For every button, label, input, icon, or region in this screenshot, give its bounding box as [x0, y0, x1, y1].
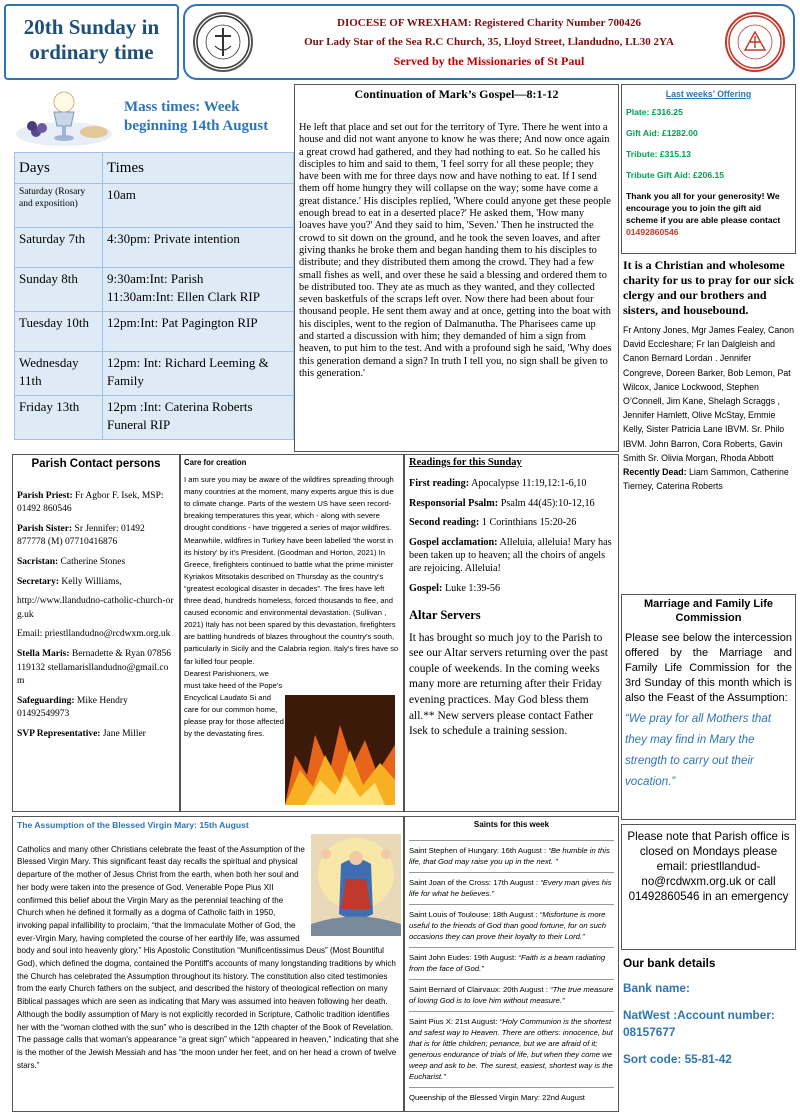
time-cell: 10am [103, 184, 294, 228]
page-title-text: 20th Sunday in ordinary time [23, 15, 160, 64]
offering-tribute: Tribute: £315.13 [626, 149, 691, 159]
altar-servers-title: Altar Servers [409, 608, 481, 623]
assumption-painting-image [311, 834, 401, 936]
responsorial-psalm: Responsorial Psalm: Psalm 44(45):10-12,16 [409, 497, 595, 509]
mass-times-table [14, 152, 294, 440]
table-row [15, 228, 294, 268]
list-item: Saint Joan of the Cross: 17th August : “Every man gives his life for what he believes.” [409, 872, 614, 904]
bank-sort-code: Sort code: 55-81-42 [623, 1052, 732, 1066]
sick-names: Fr Antony Jones, Mgr James Fealey, Canon David Eccleshare; Fr Ian Dalgleish and Canon Bernard Lordan . Jennifer Congreve, Doreen Barker, Bob Lemon, Pat Wilcox, Janice Lockwood, Stephen O’Connell, Jim Kane, Shelagh Scraggs , Jennifer Hamlett, Olive McStay, Emmie Kelly, Sister Patricia Lane IBVM. Sr. Philo IBVM. John Barron, Cora Roberts, Gavin Smith Sr. Olivia Morgan, Rhoda Abbott [623, 325, 794, 463]
list-item: Saint John Eudes: 19th August: “Faith is a beam radiating from the face of God.” [409, 947, 614, 979]
bank-title: Our bank details [623, 956, 716, 970]
prayer-names [623, 323, 794, 493]
day-cell: Wednesday 11th [15, 352, 103, 396]
served-by-line: Served by the Missionaries of St Paul [393, 54, 585, 68]
prayer-heading: It is a Christian and wholesome charity for us to pray for our sick clergy and our brothers and sisters, and housebound. [623, 258, 794, 317]
list-item: Saint Louis of Toulouse: 18th August : “Misfortune is more useful to the friends of God than good fortune, for on such occasions they can prove their loyalty to their Lord.” [409, 904, 614, 947]
table-row [15, 312, 294, 352]
list-item: Saint Stephen of Hungary: 16th August : “Be humble in this life, that God may raise you up in the next. ” [409, 840, 614, 872]
offering-gift-aid: Gift Aid: £1282.00 [626, 128, 698, 138]
mass-times-section [4, 84, 294, 452]
day-cell: Saturday (Rosary and exposition) [15, 184, 103, 228]
contact-svp: SVP Representative: Jane Miller [17, 728, 146, 739]
list-item: Saint Bernard of Clairvaux: 20th August : “The true measure of loving God is to love him without measure.” [409, 979, 614, 1011]
offering-title: Last weeks’ Offering [665, 89, 752, 99]
day-cell: Tuesday 10th [15, 312, 103, 352]
recently-dead-label: Recently Dead: [623, 467, 687, 478]
day-cell: Friday 13th [15, 396, 103, 440]
marriage-title: Marriage and Family Life Commission [644, 598, 773, 624]
bank-account: NatWest :Account number: 08157677 [623, 1008, 775, 1039]
gospel-section [294, 84, 619, 452]
diocese-line: DIOCESE OF WREXHAM: Registered Charity Number 700426 [337, 17, 641, 29]
list-item: Queenship of the Blessed Virgin Mary: 22nd August [409, 1087, 614, 1108]
contact-stella-maris: Stella Maris: Bernadette & Ryan 07856119132 stellamarisllandudno@gmail.com [17, 648, 171, 687]
office-text: Please note that Parish office is closed on Mondays please email: priestllandud-no@rcdwxm.org.uk or call 01492860546 in an emergency [627, 830, 790, 903]
diocese-seal-icon [193, 12, 253, 72]
care-title: Care for creation [184, 458, 247, 467]
care-appeal: Dearest Parishioners, we must take heed of the Pope’s Encyclical Laudato Si and care for our common home, please pray for those affected by the devastating fires. [184, 668, 284, 739]
table-header-row [15, 153, 294, 184]
altar-servers-text: It has brought so much joy to the Parish to see our Altar servers returning over the past couple of weekends. In the coming weeks many more are returning after their Friday evening practices. May God bless them all.** New servers please contact Father Isek to schedule a training session. [409, 631, 608, 738]
bank-details-section [621, 952, 796, 1112]
day-cell: Saturday 7th [15, 228, 103, 268]
wildfire-image [285, 695, 395, 805]
table-row [15, 396, 294, 440]
saints-title: Saints for this week [473, 820, 550, 829]
contact-secretary: Secretary: Kelly Williams, [17, 576, 122, 587]
assumption-text: Catholics and many other Christians celebrate the feast of the Assumption of the Blessed Virgin Mary. This significant feast day recalls the spiritual and physical departure of the mother of Jesus Christ from the earth, when both her soul and her body were taken into the presence of God. Venerable Pope Pius XII confirmed this belief about the Virgin Mary as the perennial teaching of the Church when he defined it formally as a dogma of Catholic faith in 1950, invoking papal infallibility to proclaim, “that the Immaculate Mother of God, the ever-Virgin Mary, having completed the course of her earthly life, was assumed body and soul into heavenly glory.” His Apostolic Constitution “Munificentissimus Deus” (Most Bountiful God), which defined the dogma, contained the Pontiff's accounts of many longstanding traditions by which the Church has celebrated the Assumption throughout its history. The constitution also cited testimonies from the early Church fathers on the subject, and described the history of theological reflection on many Biblical passages which are seen as indicating that Mary was assumed into heaven following her death. Although the bodily assumption of Mary is not explicitly recorded in Scripture, Catholic tradition identifies her with the “woman clothed with the sun” who is described in the 12th chapter of the Book of Revelation. The passage calls that woman's appearance “a great sign” which “appeared in heaven,” indicating that she is the mother of the Jewish Messiah and has “the moon under her feet, and on her head a crown of twelve stars.” [17, 844, 399, 1070]
missionaries-seal-icon [725, 12, 785, 72]
contact-sacristan: Sacristan: Catherine Stones [17, 556, 126, 567]
gospel-reading: Gospel: Luke 1:39-56 [409, 582, 501, 594]
parish-header [183, 4, 795, 80]
table-row [15, 352, 294, 396]
contact-priest: Parish Priest: Fr Agbor F. Isek, MSP: 01492 860546 [17, 490, 164, 515]
days-header: Days [15, 153, 103, 184]
offering-tribute-gift-aid: Tribute Gift Aid: £206.15 [626, 170, 725, 180]
care-for-creation-section [180, 454, 404, 812]
offering-phone: 01492860546 [626, 227, 679, 237]
marriage-prayer: “We pray for all Mothers that they may find in Mary the strength to carry out their vocation.” [625, 712, 772, 788]
parish-email[interactable]: Email: priestllandudno@rcdwxm.org.uk [17, 629, 171, 640]
time-cell: 9:30am:Int: Parish 11:30am:Int: Ellen Clark RIP [103, 268, 294, 312]
readings-title: Readings for this Sunday [409, 457, 522, 468]
list-item: Saint Pius X: 21st August: “Holy Communion is the shortest and safest way to Heaven. There are others: innocence, but that is for little children; penance, but we are afraid of it; generous endurance of trials of life, but when they come we weep and ask to be. The surest, easiest, shortest way is the Eucharist.” [409, 1011, 614, 1087]
church-address: Our Lady Star of the Sea R.C Church, 35, Lloyd Street, Llandudno, LL30 2YA [304, 36, 674, 48]
gospel-acclamation: Gospel acclamation: Alleluia, alleluia! Mary has been taken up to heaven; all the choirs of angels are rejoicing. Alleluia! [409, 536, 612, 575]
assumption-title: The Assumption of the Blessed Virgin Mary: 15th August [17, 820, 249, 830]
time-cell: 4:30pm: Private intention [103, 228, 294, 268]
chalice-host-icon [14, 86, 114, 148]
first-reading: First reading: Apocalypse 11:19,12:1-6,10 [409, 478, 587, 490]
prayer-list-section [621, 256, 796, 592]
assumption-section [12, 816, 404, 1112]
day-cell: Sunday 8th [15, 268, 103, 312]
gospel-title: Continuation of Mark’s Gospel—8:1-12 [354, 87, 559, 101]
times-header: Times [103, 153, 294, 184]
contact-safeguarding: Safeguarding: Mike Hendry 01492549973 [17, 695, 128, 720]
gospel-text: He left that place and set out for the territory of Tyre. There he went into a house and did not want anyone to know he was there; And now once again a great crowd had gathered, and they had nothing to eat. So he called his disciples to him and said to them, 'I feel sorry for all these people; they have been with me for three days now and have nothing to eat. If I send them off home hungry they will collapse on the way; some have come a great distance.' His disciples replied, 'Where could anyone get these people enough bread to eat in a deserted place?' He asked them, 'How many loaves have you?' And they said to him, 'Seven.' Then he instructed the crowd to sit down on the ground, and he took the seven loaves, and after giving thanks he broke them and began handing them to his disciples to distribute; and they distributed them among the crowd. They had a few small fishes as well, and over these he said a blessing and ordered them to be distributed too. They ate as much as they wanted, and they collected seven basketfuls of the scraps left over. Now there had been about four thousand people. He sent them away and at once, getting into the boat with his disciples, went to the region of Dalmanutha. The Pharisees came up and started a discussion with him; they demanded of him a sign from heaven, to put him to the test. And with a profound sigh he said, 'Why does this generation demand a sign? In truth I tell you, no sign shall be given to this generation.' [299, 122, 612, 379]
contact-sister: Parish Sister: Sr Jennifer: 01492 877778 (M) 07710416876 [17, 523, 145, 548]
care-text: I am sure you may be aware of the wildfires spreading through many countries at the moment, many experts argue this is due to climate change. Parts of the western US have seen record-breaking temperatures this year, which - along with severe drought conditions - have triggered a series of major wildfires. Meanwhile, wildfires in Turkey have been labelled 'the worst in its history' by it’s President. (Goodman and Horton, 2021) In Greece, firefighters continued to battle what the prime minister Kyriakos Mitsotakis described on Thursday as the country’s “greatest ecological disaster in decades”. The fires have left three dead, hundreds homeless, forced thousands to flee, and caused economic and environmental devastation. (Sullivan , 2021) Italy has not been spared by this devastation, firefighters are battling hundreds of blazes throughout the country’s south, particularly in Sicily and the Calabria region. Italy’s fires have so far killed four people. [184, 475, 399, 666]
parish-office-notice [621, 824, 796, 950]
marriage-text: Please see below the intercession offered by the Marriage and Family Life Commission for the 3rd Sunday of this month which is also the Feast of the Assumption: [625, 632, 792, 704]
bank-name: Bank name: [623, 981, 690, 995]
second-reading: Second reading: 1 Corinthians 15:20-26 [409, 517, 577, 529]
readings-section [404, 454, 619, 812]
page-title [4, 4, 179, 80]
time-cell: 12pm :Int: Caterina Roberts Funeral RIP [103, 396, 294, 440]
parish-website-link[interactable]: http://www.llandudno-catholic-church-org.uk [17, 596, 174, 620]
recently-dead-names: Liam Sammon, Catherine Tierney, Caterina Roberts [623, 467, 789, 492]
offering-thanks: Thank you all for your generosity! We encourage you to join the gift aid scheme if you are able please contact [626, 191, 781, 225]
table-row [15, 184, 294, 228]
saints-section [404, 816, 619, 1112]
contacts-title: Parish Contact persons [31, 458, 161, 470]
offering-plate: Plate: £316.25 [626, 107, 683, 117]
mass-times-heading: Mass times: Week beginning 14th August [124, 99, 269, 134]
time-cell: 12pm: Int: Richard Leeming & Family [103, 352, 294, 396]
contacts-section [12, 454, 180, 812]
marriage-family-section [621, 594, 796, 820]
time-cell: 12pm:Int: Pat Pagington RIP [103, 312, 294, 352]
table-row [15, 268, 294, 312]
offering-section [621, 84, 796, 254]
